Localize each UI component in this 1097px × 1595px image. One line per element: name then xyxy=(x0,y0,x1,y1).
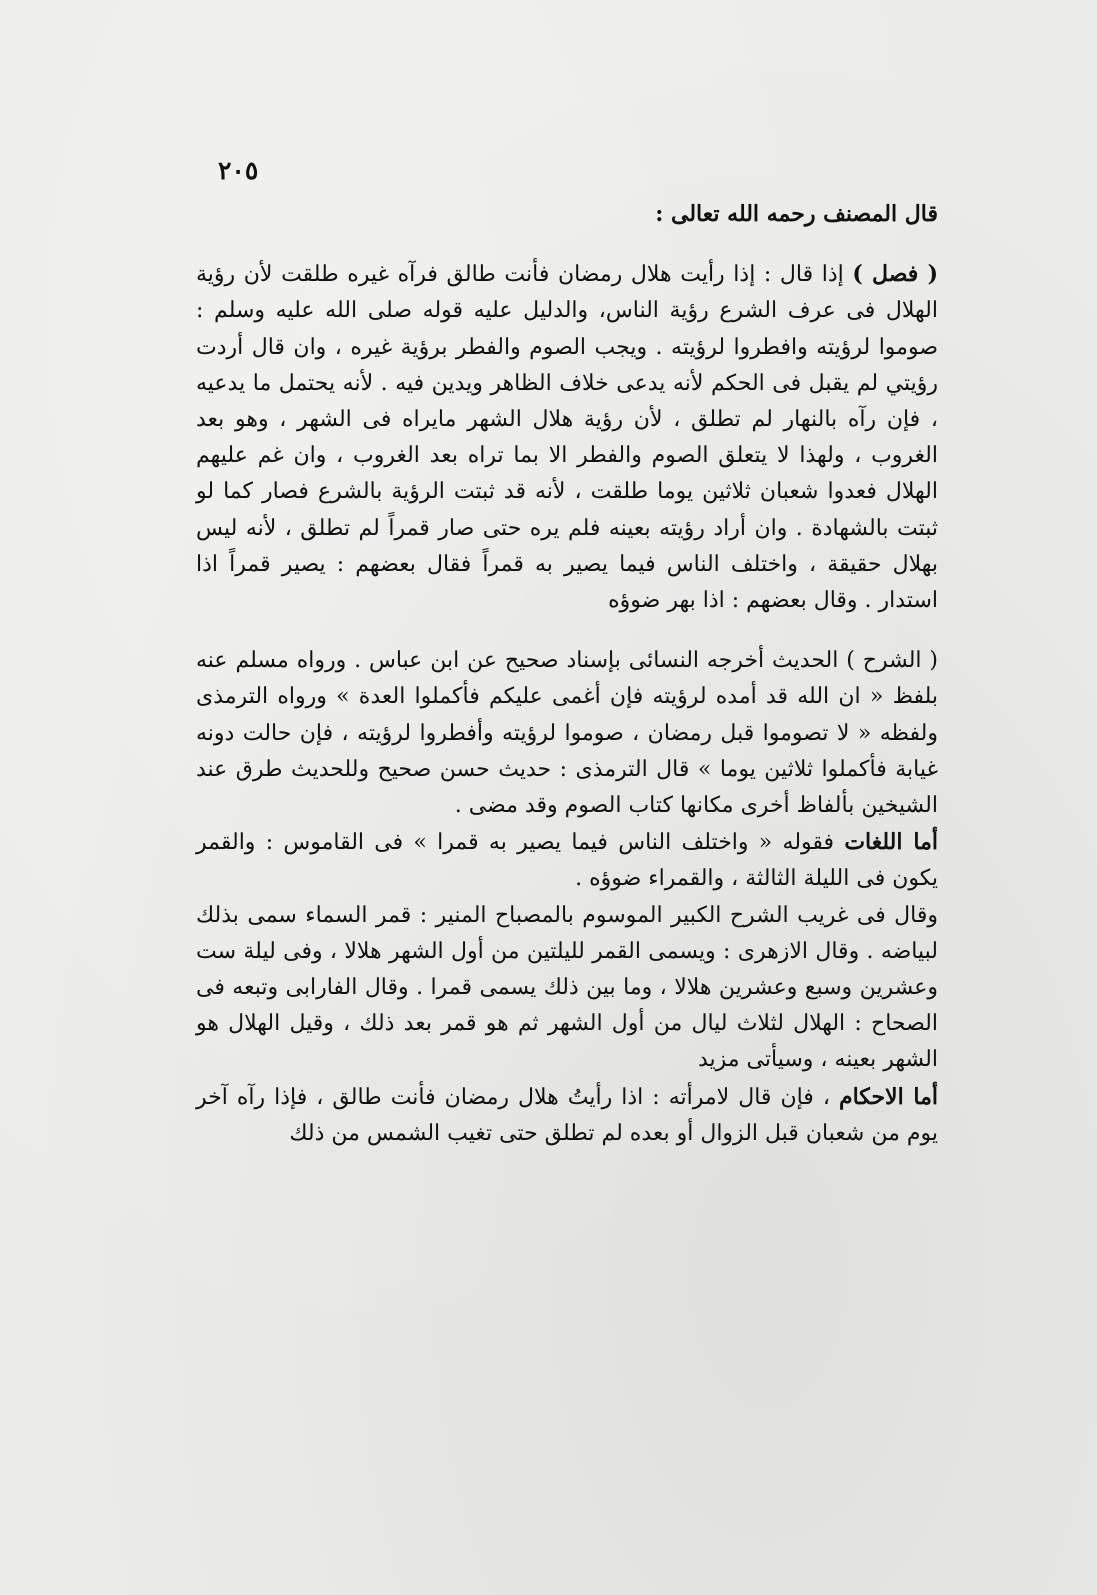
page-number: ٢٠٥ xyxy=(218,156,259,185)
section-heading: قال المصنف رحمه الله تعالى : xyxy=(655,201,938,227)
page-body xyxy=(196,196,938,1152)
ahkam-paragraph xyxy=(196,1079,938,1152)
lughat-label: أما اللغات xyxy=(844,829,938,856)
lughat-paragraph xyxy=(196,824,938,897)
ahkam-label: أما الاحكام xyxy=(838,1083,939,1110)
fasl-label: ( فصل ) xyxy=(852,261,938,288)
ahkam-text: ، فإن قال لامرأته : اذا رأيتُ هلال رمضان فأنت طالق ، فإذا رآه آخر يوم من شعبان قبل الزوال أو بعده لم تطلق حتى تغيب الشمس من ذلك xyxy=(196,1084,938,1146)
lughat-text: فقوله « واختلف الناس فيما يصير به قمرا » فى القاموس : والقمر يكون فى الليلة الثالثة ، والقمراء ضوؤه . xyxy=(196,830,938,892)
sharh-label: ( الشرح ) xyxy=(846,648,939,674)
sharh-text: الحديث أخرجه النسائى بإسناد صحيح عن ابن عباس . ورواه مسلم عنه بلفظ « ان الله قد أمده لرؤيته فإن أغمى عليكم فأكملوا العدة » ورواه الترمذى ولفظه « لا تصوموا قبل رمضان ، صوموا لرؤيته وأفطروا لرؤيته ، فإن حالت دونه غيابة فأكملوا ثلاثين يوما » قال الترمذى : حديث حسن صحيح وللحديث طرق عند الشيخين بألفاظ أخرى مكانها كتاب الصوم وقد مضى . xyxy=(196,648,938,819)
sharh-paragraph xyxy=(196,643,938,824)
fasl-text: إذا قال : إذا رأيت هلال رمضان فأنت طالق فرآه غيره طلقت لأن رؤية الهلال فى عرف الشرع رؤية الناس، والدليل عليه قوله صلى الله عليه وسلم : صوموا لرؤيته وافطروا لرؤيته . ويجب الصوم والفطر برؤية غيره ، وان قال أردت رؤيتي لم يقبل فى الحكم لأنه يدعى خلاف الظاهر ويدين فيه . لأنه يحتمل ما يدعيه ، فإن رآه بالنهار لم تطلق ، لأن رؤية هلال الشهر مايراه فى الشهر ، وهو بعد الغروب ، ولهذا لا يتعلق الصوم والفطر الا بما تراه بعد الغروب ، وان غم عليهم الهلال فعدوا شعبان ثلاثين يوما طلقت ، لأنه قد ثبتت الرؤية بالشرع فصار كما لو ثبتت بالشهادة . وان أراد رؤيته بعينه فلم يره حتى صار قمراً لم تطلق ، لأنه ليس بهلال حقيقة ، واختلف الناس فيما يصير به قمراً فقال بعضهم : يصير قمراً اذا استدار . وقال بعضهم : اذا بهر ضوؤه xyxy=(196,262,939,614)
fasl-paragraph xyxy=(196,256,938,619)
misbah-paragraph: وقال فى غريب الشرح الكبير الموسوم بالمصباح المنير : قمر السماء سمى بذلك لبياضه . وقال الازهرى : ويسمى القمر لليلتين من أول الشهر هلالا ، وفى ليلة ست وعشرين وسبع وعشرين هلالا ، وما بين ذلك يسمى قمرا . وقال الفارابى وتبعه فى الصحاح : الهلال لثلاث ليال من أول الشهر ثم هو قمر بعد ذلك ، وقيل الهلال هو الشهر بعينه ، وسيأتى مزيد xyxy=(196,902,938,1073)
